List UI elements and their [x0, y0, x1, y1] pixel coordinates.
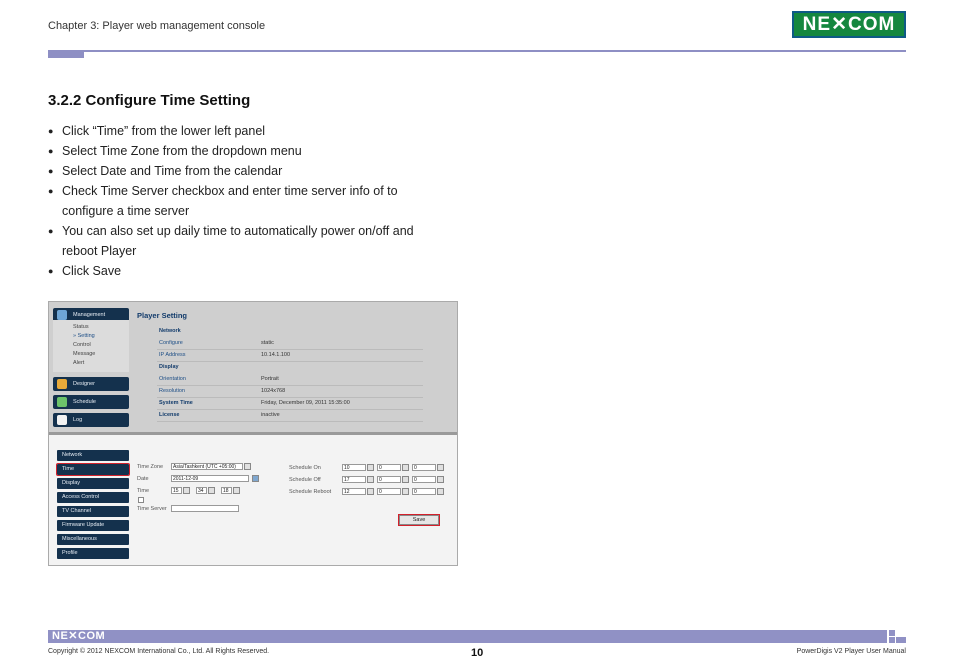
schedule-on-label: Schedule On — [289, 465, 321, 471]
tab-time[interactable]: Time — [57, 464, 129, 475]
schedule-reboot-hour[interactable]: 12 — [342, 488, 366, 495]
chevron-down-icon[interactable] — [402, 488, 409, 495]
tab-profile[interactable]: Profile — [57, 548, 129, 559]
row-system-time: System Time Friday, December 09, 2011 15:35:00 — [157, 398, 423, 410]
time-label: Time — [137, 488, 150, 494]
submenu-alert[interactable]: Alert — [73, 360, 85, 366]
display-heading: Display — [159, 364, 179, 370]
section-title: 3.2.2 Configure Time Setting — [48, 92, 251, 109]
chevron-down-icon[interactable] — [437, 488, 444, 495]
submenu-message[interactable]: Message — [73, 351, 96, 357]
player-setting-title: Player Setting — [137, 311, 188, 320]
list-item: ● Click Save — [48, 261, 448, 281]
player-setting-panel — [49, 302, 457, 432]
list-item: ● Select Date and Time from the calendar — [48, 161, 448, 181]
footer-square — [889, 637, 895, 643]
chevron-down-icon[interactable] — [367, 488, 374, 495]
submenu-setting[interactable]: » Setting — [73, 333, 95, 339]
header-rule — [48, 50, 906, 52]
copyright: Copyright © 2012 NEXCOM International Co., Ltd. All Rights Reserved. — [48, 648, 270, 655]
schedule-reboot-minute[interactable]: 0 — [377, 488, 401, 495]
schedule-reboot-second[interactable]: 0 — [412, 488, 436, 495]
tab-firmware-update[interactable]: Firmware Update — [57, 520, 129, 531]
chevron-down-icon[interactable] — [367, 464, 374, 471]
chevron-down-icon[interactable] — [437, 464, 444, 471]
embedded-screenshot — [48, 301, 458, 566]
chevron-down-icon[interactable] — [183, 487, 190, 494]
timezone-label: Time Zone — [137, 464, 164, 470]
date-input[interactable]: 2011-12-09 — [171, 475, 249, 482]
schedule-on-second[interactable]: 0 — [412, 464, 436, 471]
chevron-down-icon[interactable] — [244, 463, 251, 470]
tab-display[interactable]: Display — [57, 478, 129, 489]
tab-miscellaneous[interactable]: Miscellaneous — [57, 534, 129, 545]
hour-select[interactable]: 15 — [171, 487, 182, 494]
document-icon — [57, 415, 67, 425]
tab-tv-channel[interactable]: TV Channel — [57, 506, 129, 517]
management-submenu — [53, 320, 129, 372]
tab-network[interactable]: Network — [57, 450, 129, 461]
chevron-down-icon[interactable] — [367, 476, 374, 483]
chevron-down-icon[interactable] — [437, 476, 444, 483]
page-number: 10 — [471, 647, 484, 659]
submenu-control[interactable]: Control — [73, 342, 91, 348]
row-ip-address: IP Address 10.14.1.100 — [157, 350, 423, 362]
logo-text: NE✕COM — [802, 14, 896, 35]
minute-select[interactable]: 34 — [196, 487, 207, 494]
nav-schedule[interactable]: Schedule — [53, 395, 129, 409]
network-heading: Network — [159, 328, 181, 334]
row-configure: Configure static — [157, 338, 423, 350]
schedule-on-minute[interactable]: 0 — [377, 464, 401, 471]
footer-logo: NE✕COM — [52, 630, 106, 642]
tab-access-control[interactable]: Access Control — [57, 492, 129, 503]
list-item: ● You can also set up daily time to automatically power on/off and reboot Player — [48, 221, 448, 261]
chapter-heading: Chapter 3: Player web management console — [48, 20, 266, 32]
footer-square — [896, 637, 906, 643]
schedule-reboot-label: Schedule Reboot — [289, 489, 332, 495]
schedule-off-minute[interactable]: 0 — [377, 476, 401, 483]
second-select[interactable]: 18 — [221, 487, 232, 494]
chevron-down-icon[interactable] — [208, 487, 215, 494]
schedule-on-hour[interactable]: 10 — [342, 464, 366, 471]
date-label: Date — [137, 476, 149, 482]
list-item: ● Click “Time” from the lower left panel — [48, 121, 448, 141]
list-item: ● Check Time Server checkbox and enter time server info of to configure a time server — [48, 181, 448, 221]
list-item: ● Select Time Zone from the dropdown menu — [48, 141, 448, 161]
time-server-checkbox[interactable] — [138, 497, 144, 503]
nav-management[interactable]: Management — [53, 308, 129, 322]
footer-bar — [48, 630, 887, 643]
schedule-off-hour[interactable]: 17 — [342, 476, 366, 483]
chevron-down-icon[interactable] — [402, 464, 409, 471]
schedule-off-label: Schedule Off — [289, 477, 321, 483]
submenu-status[interactable]: Status — [73, 324, 89, 330]
calendar-icon[interactable] — [252, 475, 259, 482]
monitor-icon — [57, 310, 67, 320]
chevron-down-icon[interactable] — [233, 487, 240, 494]
timezone-select[interactable]: Asia/Tashkent (UTC +05:00) — [171, 463, 243, 470]
nav-log[interactable]: Log — [53, 413, 129, 427]
chevron-down-icon[interactable] — [402, 476, 409, 483]
nexcom-logo — [792, 11, 906, 38]
schedule-off-second[interactable]: 0 — [412, 476, 436, 483]
manual-title: PowerDigis V2 Player User Manual — [796, 648, 906, 655]
time-server-label: Time Server — [137, 506, 167, 512]
header-accent-block — [48, 50, 84, 58]
save-button[interactable]: Save — [399, 515, 439, 525]
row-orientation: Orientation Portrait — [157, 374, 423, 386]
row-resolution: Resolution 1024x768 — [157, 386, 423, 398]
pencil-icon — [57, 379, 67, 389]
step-list — [48, 121, 448, 281]
footer-square — [889, 630, 895, 636]
calendar-icon — [57, 397, 67, 407]
time-server-input[interactable] — [171, 505, 239, 512]
time-setting-panel — [49, 435, 457, 565]
row-license: License inactive — [157, 410, 423, 422]
nav-designer[interactable]: Designer — [53, 377, 129, 391]
